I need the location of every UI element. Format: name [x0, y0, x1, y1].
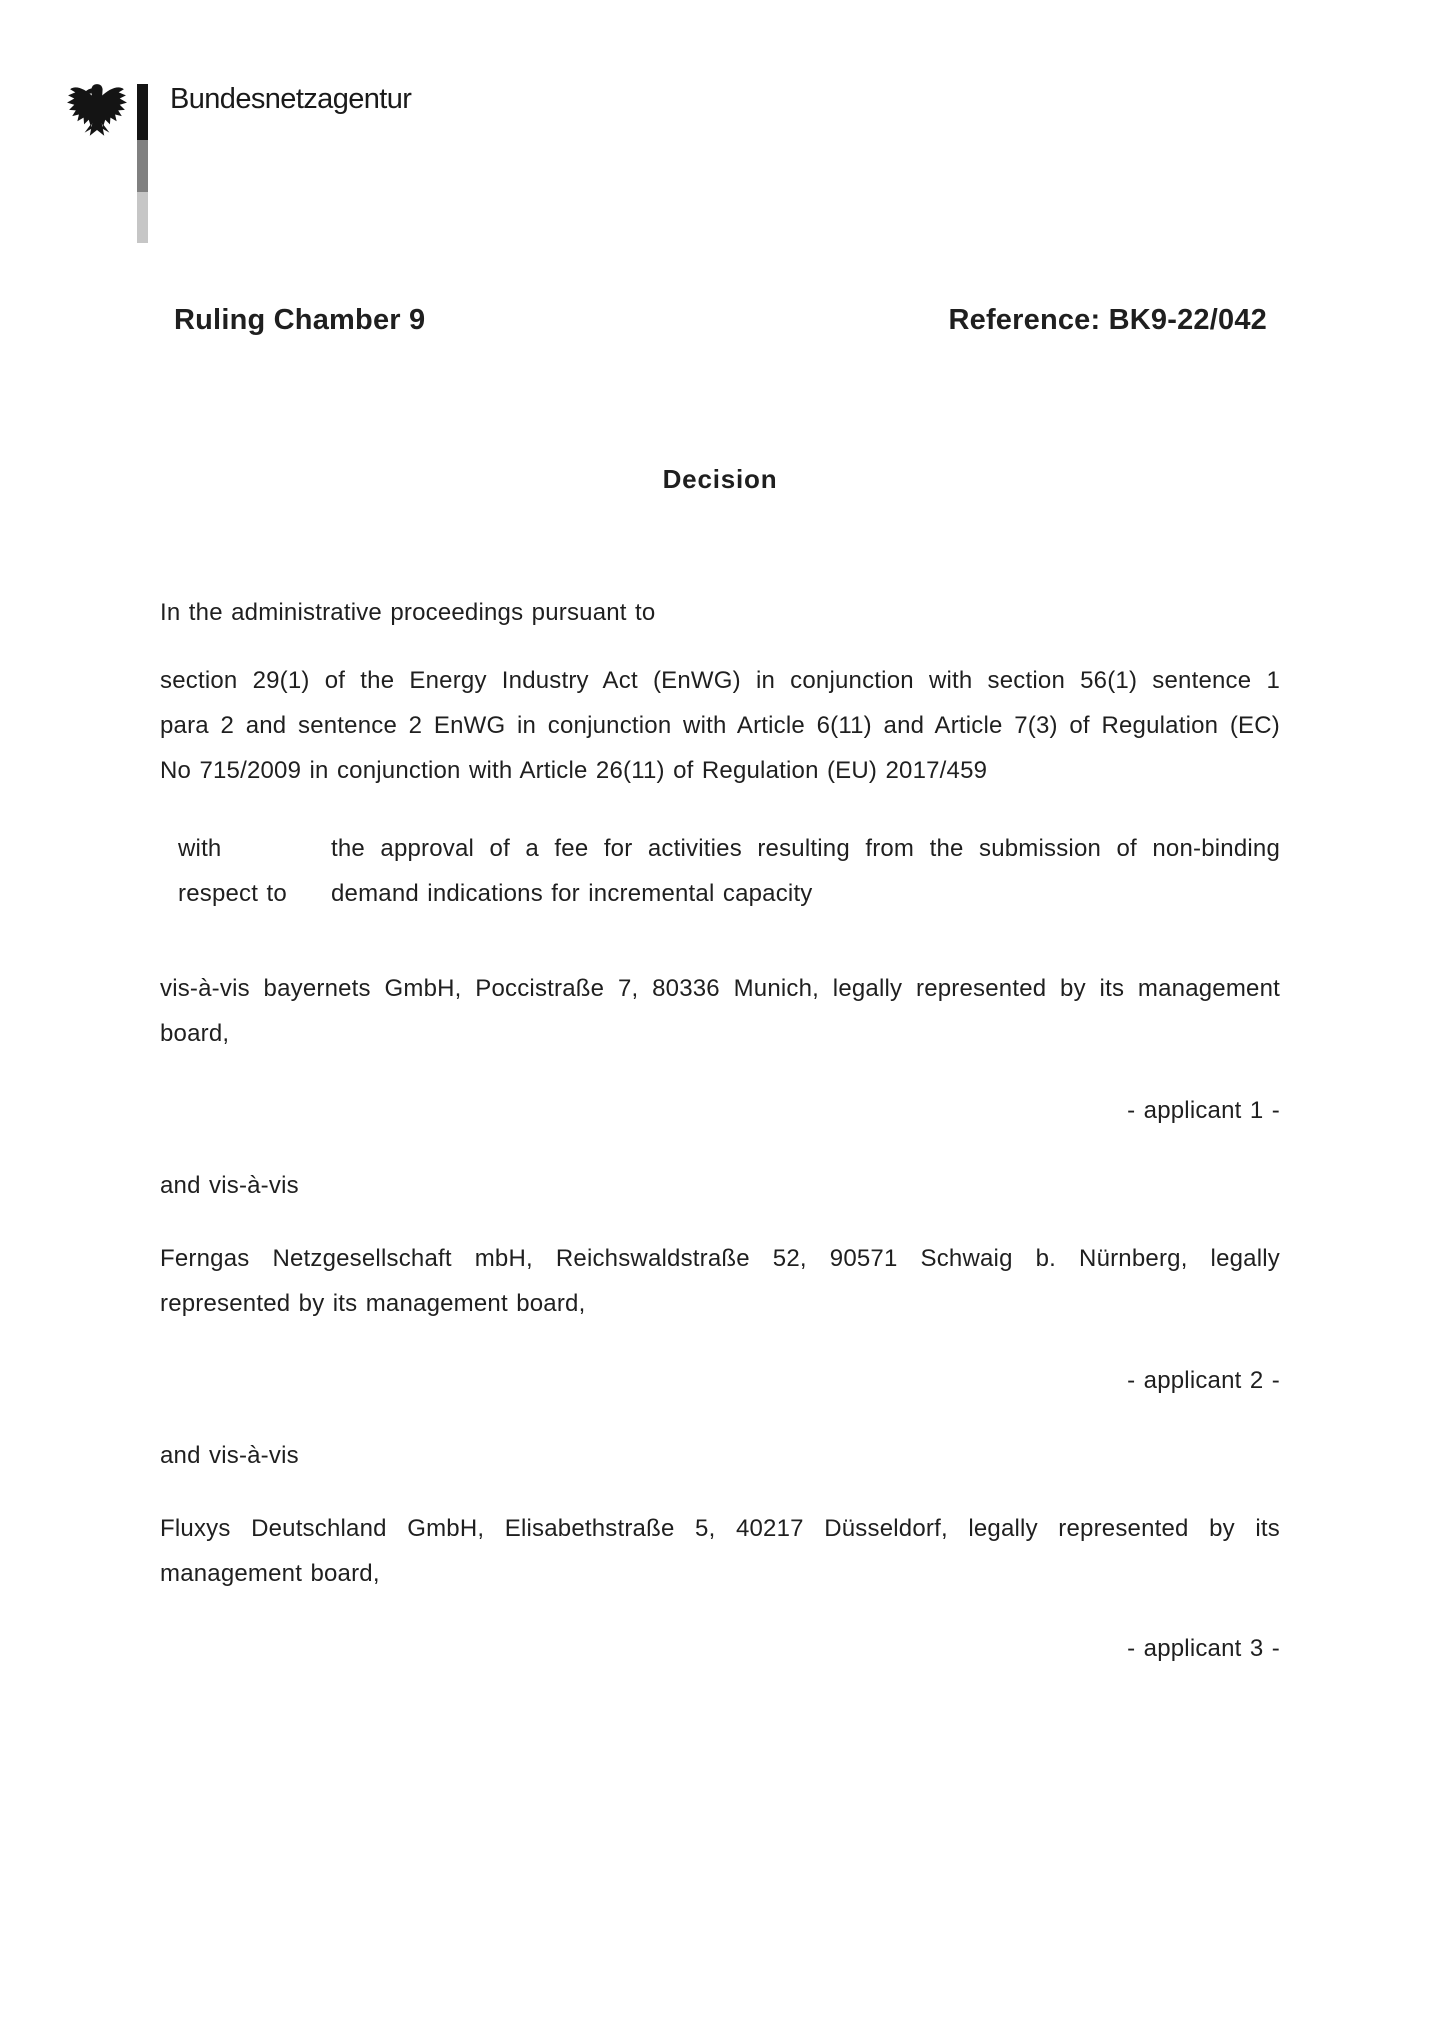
- applicant-designation-1: - applicant 1 -: [1127, 1097, 1280, 1124]
- subject-block: [178, 826, 1280, 916]
- logo-bar-segment-black: [137, 84, 148, 140]
- federal-eagle-icon: [66, 82, 128, 144]
- applicant-designation-3: - applicant 3 -: [1127, 1635, 1280, 1662]
- subject-text-line: demand indications for incremental capacity: [331, 880, 813, 907]
- subject-label-line: respect to: [178, 880, 287, 907]
- party-line: Ferngas Netzgesellschaft mbH, Reichswaldstraße 52, 90571 Schwaig b. Nürnberg, legally: [160, 1245, 1280, 1272]
- party-line: vis-à-vis bayernets GmbH, Poccistraße 7, 80336 Munich, legally represented by its management: [160, 975, 1280, 1002]
- legal-basis-line: section 29(1) of the Energy Industry Act (EnWG) in conjunction with section 56(1) sentence 1: [160, 667, 1280, 694]
- connector-paragraph-2: and vis-à-vis: [160, 1442, 299, 1469]
- legal-basis-line: para 2 and sentence 2 EnWG in conjunction with Article 6(11) and Article 7(3) of Regulation (EC): [160, 712, 1280, 739]
- party-paragraph-2: [160, 1236, 1280, 1326]
- party-line: board,: [160, 1020, 230, 1047]
- connector-paragraph-1: and vis-à-vis: [160, 1172, 299, 1199]
- intro-paragraph: In the administrative proceedings pursuant to: [160, 599, 656, 626]
- party-paragraph-1: [160, 966, 1280, 1056]
- logo-wordmark: Bundesnetzagentur: [170, 83, 412, 115]
- legal-basis-line: No 715/2009 in conjunction with Article 26(11) of Regulation (EU) 2017/459: [160, 757, 988, 784]
- applicant-designation-2: - applicant 2 -: [1127, 1367, 1280, 1394]
- logo-color-bar: [137, 84, 148, 243]
- party-paragraph-3: [160, 1506, 1280, 1596]
- party-line: represented by its management board,: [160, 1290, 586, 1317]
- party-line: management board,: [160, 1560, 380, 1587]
- chamber-label: Ruling Chamber 9: [174, 304, 426, 336]
- subject-text: [331, 826, 1280, 916]
- document-header-row: [174, 303, 1267, 337]
- reference-label: Reference: BK9-22/042: [948, 304, 1267, 336]
- subject-label-line: with: [178, 835, 222, 862]
- decision-title: Decision: [662, 464, 778, 494]
- party-line: Fluxys Deutschland GmbH, Elisabethstraße 5, 40217 Düsseldorf, legally represented by its: [160, 1515, 1280, 1542]
- subject-text-line: the approval of a fee for activities resulting from the submission of non-binding: [331, 835, 1280, 862]
- legal-basis-paragraph: [160, 658, 1280, 793]
- logo-bar-segment-lightgray: [137, 192, 148, 243]
- logo-bar-segment-gray: [137, 140, 148, 192]
- subject-label: [178, 826, 331, 916]
